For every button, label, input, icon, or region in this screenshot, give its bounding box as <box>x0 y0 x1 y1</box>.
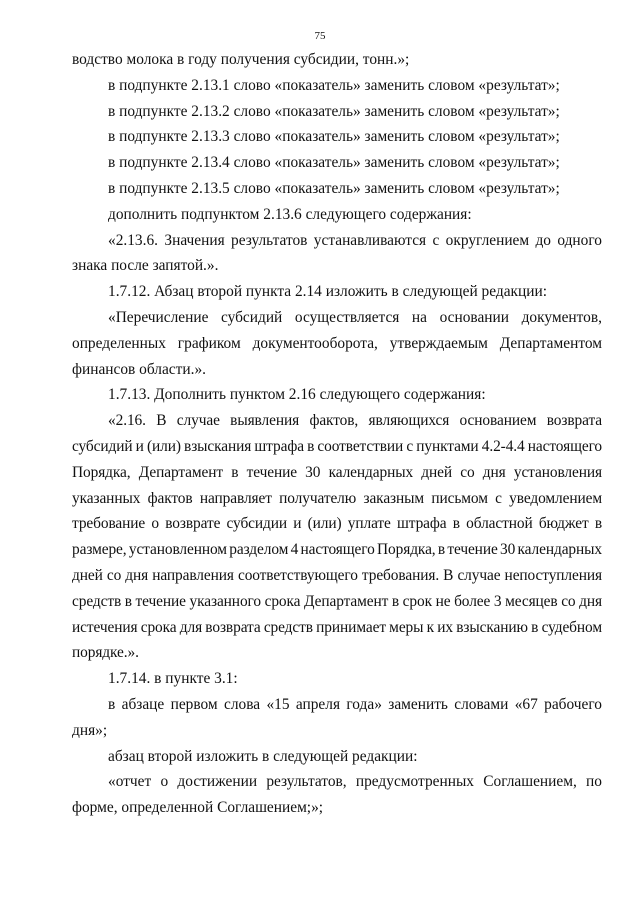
paragraph: 1.7.13. Дополнить пунктом 2.16 следующего содержания: <box>108 386 486 404</box>
paragraph: «2.13.6. Значения результатов устанавливаются с округлением до одного знака после запятой.». <box>72 231 602 275</box>
paragraph: 1.7.14. в пункте 3.1: <box>108 670 238 688</box>
paragraph: в абзаце первом слова «15 апреля года» заменить словами «67 рабочего дня»; <box>72 695 602 739</box>
paragraph: в подпункте 2.13.5 слово «показатель» заменить словом «результат»; <box>108 179 560 197</box>
paragraph: дополнить подпунктом 2.13.6 следующего содержания: <box>108 205 472 223</box>
paragraph: в подпункте 2.13.2 слово «показатель» заменить словом «результат»; <box>108 102 560 120</box>
paragraph: «отчет о достижении результатов, предусмотренных Соглашением, по форме, определенной Соглашением;»; <box>72 773 602 817</box>
page-number: 75 <box>314 30 326 42</box>
paragraph: абзац второй изложить в следующей редакции: <box>108 747 418 765</box>
paragraph: в подпункте 2.13.4 слово «показатель» заменить словом «результат»; <box>108 154 560 172</box>
paragraph: водство молока в году получения субсидии, тонн.»; <box>72 51 410 68</box>
paragraph: «Перечисление субсидий осуществляется на основании документов, определенных графиком документооборота, утверждаемым Департаментом финансов области.». <box>72 308 602 378</box>
paragraph: в подпункте 2.13.1 слово «показатель» заменить словом «результат»; <box>108 76 560 94</box>
document-body <box>72 47 602 821</box>
paragraph: в подпункте 2.13.3 слово «показатель» заменить словом «результат»; <box>108 128 560 146</box>
paragraph: «2.16. В случае выявления фактов, являющихся основанием возврата субсидий и (или) взыскания штрафа в соответствии с пунктами 4.2-4.4 настоящего Порядка, Департамент в течение 30 календарных дней со дня установления указанных фактов направляет получателю заказным письмом с уведомлением требование о возврате субсидии и (или) уплате штрафа в областной бюджет в размере, установленном разделом 4 настоящего Порядка, в течение 30 календарных дней со дня направления соответствующего требования. В случае непоступления средств в течение указанного срока Департамент в срок не более 3 месяцев со дня истечения срока для возврата средств принимает меры к их взысканию в судебном порядке.». <box>72 412 602 662</box>
paragraph: 1.7.12. Абзац второй пункта 2.14 изложить в следующей редакции: <box>108 283 547 301</box>
